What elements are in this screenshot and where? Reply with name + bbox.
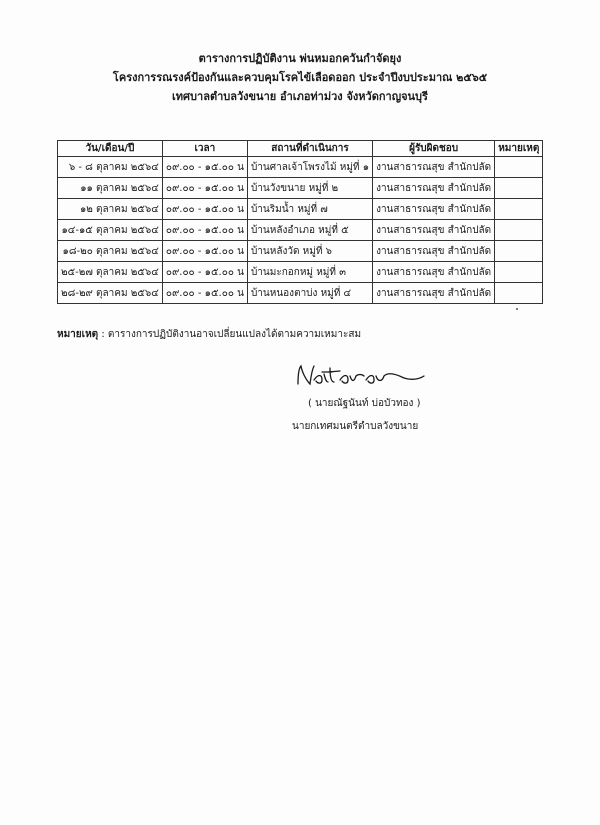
header-time: เวลา [162,141,247,157]
cell-date: ๑๒ ตุลาคม ๒๕๖๔ [58,199,163,220]
cell-place: บ้านหลังวัด หมู่ที่ ๖ [247,241,372,262]
cell-date: ๑๑ ตุลาคม ๒๕๖๔ [58,178,163,199]
scan-speck [516,308,518,310]
project-title: โครงการรณรงค์ป้องกันและควบคุมโรคไข้เลือดออก ประจำปีงบประมาณ ๒๕๖๕ [112,71,488,84]
cell-date: ๒๘-๒๙ ตุลาคม ๒๕๖๔ [58,283,163,304]
cell-place: บ้านหลังอำเภอ หมู่ที่ ๕ [247,220,372,241]
table-header-row [58,141,543,157]
organization-title: เทศบาลตำบลวังขนาย อำเภอท่าม่วง จังหวัดกาญจนบุรี [172,90,428,103]
document-title: ตารางการปฏิบัติงาน พ่นหมอกควันกำจัดยุง [198,52,402,65]
schedule-table [57,140,543,304]
cell-note [495,241,543,262]
cell-note [495,262,543,283]
cell-responsible: งานสาธารณสุข สำนักปลัด [373,178,495,199]
cell-date: ๑๔-๑๕ ตุลาคม ๒๕๖๔ [58,220,163,241]
cell-responsible: งานสาธารณสุข สำนักปลัด [373,157,495,178]
cell-time: ๐๙.๐๐ - ๑๕.๐๐ น [162,283,247,304]
cell-note [495,283,543,304]
table-row [58,262,543,283]
cell-date: ๖ - ๘ ตุลาคม ๒๕๖๔ [58,157,163,178]
handwritten-signature [292,360,432,392]
header-responsible: ผู้รับผิดชอบ [373,141,495,157]
cell-responsible: งานสาธารณสุข สำนักปลัด [373,262,495,283]
footnote-text: : ตารางการปฏิบัติงานอาจเปลี่ยนแปลงได้ตามความเหมาะสม [98,329,362,340]
cell-time: ๐๙.๐๐ - ๑๕.๐๐ น [162,199,247,220]
header-place: สถานที่ดำเนินการ [247,141,372,157]
cell-time: ๐๙.๐๐ - ๑๕.๐๐ น [162,220,247,241]
cell-date: ๒๕-๒๗ ตุลาคม ๒๕๖๔ [58,262,163,283]
table-row [58,178,543,199]
cell-time: ๐๙.๐๐ - ๑๕.๐๐ น [162,178,247,199]
cell-responsible: งานสาธารณสุข สำนักปลัด [373,220,495,241]
cell-note [495,157,543,178]
header-date: วัน/เดือน/ปี [58,141,163,157]
cell-responsible: งานสาธารณสุข สำนักปลัด [373,283,495,304]
table-row [58,241,543,262]
cell-responsible: งานสาธารณสุข สำนักปลัด [373,199,495,220]
cell-place: บ้านหนองตาบ่ง หมู่ที่ ๔ [247,283,372,304]
table-row [58,199,543,220]
footnote [57,327,361,342]
cell-note [495,199,543,220]
table-row [58,157,543,178]
cell-time: ๐๙.๐๐ - ๑๕.๐๐ น [162,241,247,262]
cell-place: บ้านมะกอกหมู่ หมู่ที่ ๓ [247,262,372,283]
cell-time: ๐๙.๐๐ - ๑๕.๐๐ น [162,262,247,283]
signatory-name: ( นายณัฐนันท์ บ่อบัวทอง ) [308,398,421,409]
table-row [58,220,543,241]
cell-place: บ้านริมน้ำ หมู่ที่ ๗ [247,199,372,220]
cell-responsible: งานสาธารณสุข สำนักปลัด [373,241,495,262]
header-note: หมายเหตุ [495,141,543,157]
table-row [58,283,543,304]
cell-place: บ้านศาลเจ้าโพรงไม้ หมู่ที่ ๑ [247,157,372,178]
cell-time: ๐๙.๐๐ - ๑๕.๐๐ น [162,157,247,178]
footnote-label: หมายเหตุ [57,329,99,340]
cell-place: บ้านวังขนาย หมู่ที่ ๒ [247,178,372,199]
cell-note [495,178,543,199]
cell-date: ๑๘-๒๐ ตุลาคม ๒๕๖๔ [58,241,163,262]
signatory-position: นายกเทศมนตรีตำบลวังขนาย [292,421,419,432]
cell-note [495,220,543,241]
